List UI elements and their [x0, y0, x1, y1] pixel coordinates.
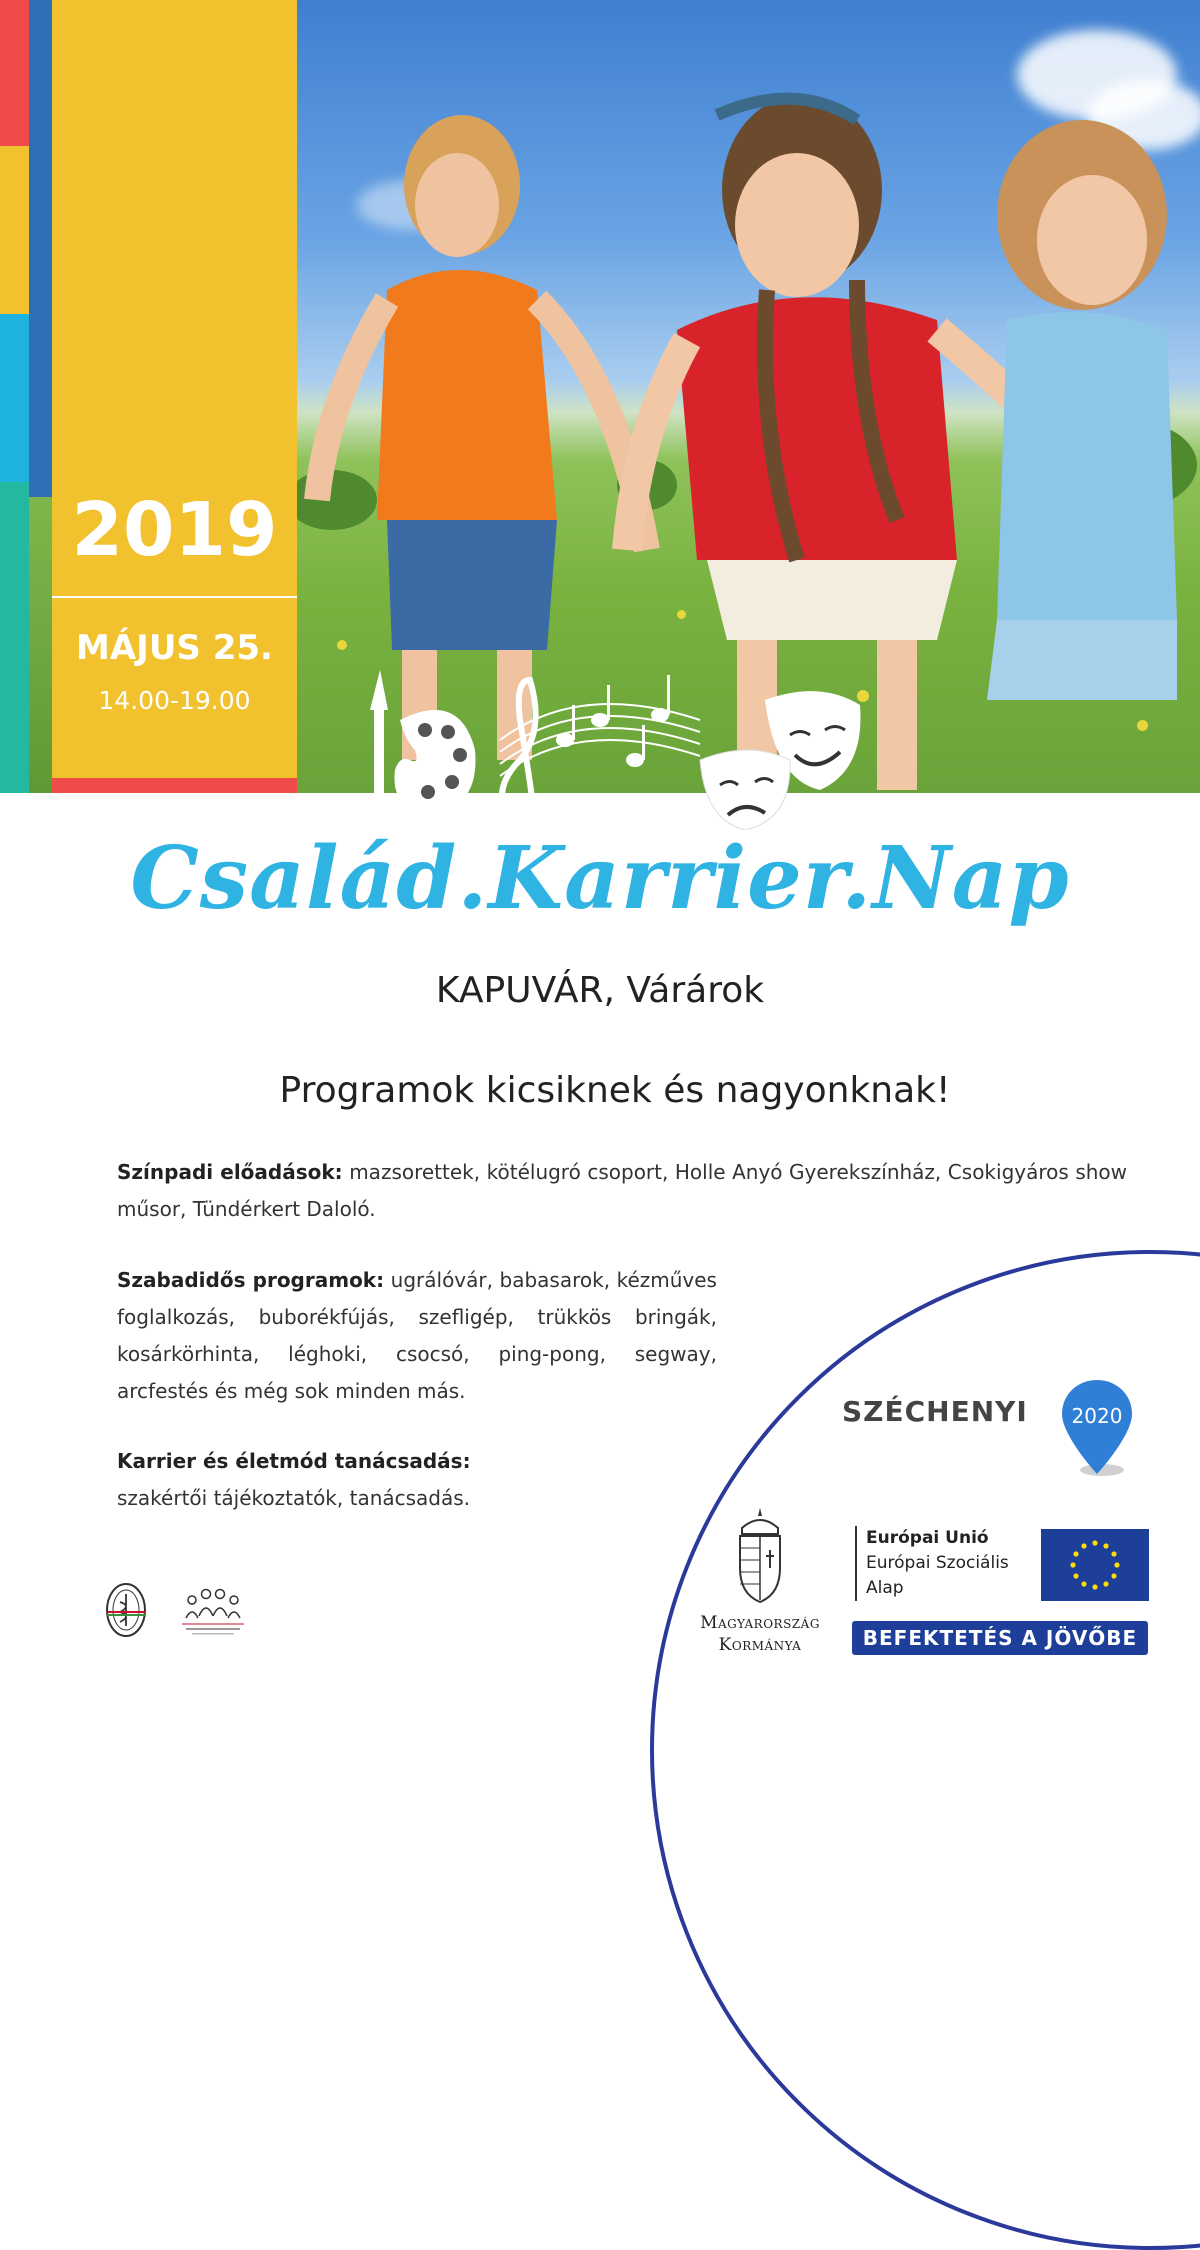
- event-subtitle: Programok kicsiknek és nagyonknak!: [279, 1070, 951, 1111]
- program-text: szakértői tájékoztatók, tanácsadás.: [117, 1486, 471, 1510]
- eu-text-block: [855, 1526, 1009, 1601]
- stripe-red: [0, 0, 29, 146]
- szechenyi-label: SZÉCHENYI: [842, 1395, 1028, 1428]
- stripe-blue: [0, 314, 29, 482]
- program-career: [117, 1443, 537, 1517]
- event-location: KAPUVÁR, Várárok: [435, 970, 765, 1011]
- eu-line-2: Európai Szociális: [866, 1553, 1009, 1573]
- government-line-1: Magyarország: [700, 1613, 820, 1633]
- event-year: 2019: [71, 487, 278, 573]
- program-leisure: [117, 1262, 717, 1410]
- szechenyi-pin-icon: [1060, 1378, 1135, 1478]
- government-label: [672, 1612, 848, 1656]
- program-text: ugrálóvár, babasarok, kézműves foglalkozás, buborékfújás, szefligép, trükkös bringák, kosárkörhinta, léghoki, csocsó, ping-pong, segway, arcfestés és még sok minden más.: [117, 1268, 717, 1403]
- eu-flag-icon: [1041, 1529, 1149, 1601]
- palette-icon: [370, 670, 475, 810]
- stripe-navy: [29, 0, 52, 497]
- eu-line-1: Európai Unió: [866, 1528, 989, 1548]
- eu-slogan-banner: BEFEKTETÉS A JÖVŐBE: [852, 1621, 1148, 1655]
- music-notes-icon: [500, 675, 700, 820]
- theater-masks-icon: [700, 691, 861, 830]
- stripe-yellow: [0, 146, 29, 314]
- program-stage: [117, 1154, 1127, 1228]
- organizer-logo-2-icon: [178, 1584, 248, 1640]
- date-panel-accent: [52, 778, 297, 793]
- event-title: Család.Karrier.Nap: [130, 828, 1070, 929]
- government-line-2: Kormánya: [718, 1635, 802, 1655]
- photo-edge: [29, 497, 52, 793]
- program-text: mazsorettek, kötélugró csoport, Holle Anyó Gyerekszínház, Csokigyáros show műsor, Tündérkert Daloló.: [117, 1160, 1128, 1221]
- hungarian-coat-of-arms-icon: [732, 1506, 788, 1606]
- program-label: Karrier és életmód tanácsadás:: [117, 1449, 471, 1473]
- date-divider: [52, 596, 297, 598]
- art-icons: [360, 660, 920, 830]
- stripe-teal: [0, 482, 29, 793]
- organizer-logo-1-icon: [105, 1582, 147, 1638]
- program-label: Szabadidős programok:: [117, 1268, 385, 1292]
- szechenyi-year: 2020: [1071, 1404, 1123, 1428]
- event-date: MÁJUS 25.: [76, 628, 273, 668]
- eu-line-3: Alap: [866, 1578, 904, 1598]
- event-time: 14.00-19.00: [98, 686, 251, 715]
- program-label: Színpadi előadások:: [117, 1160, 343, 1184]
